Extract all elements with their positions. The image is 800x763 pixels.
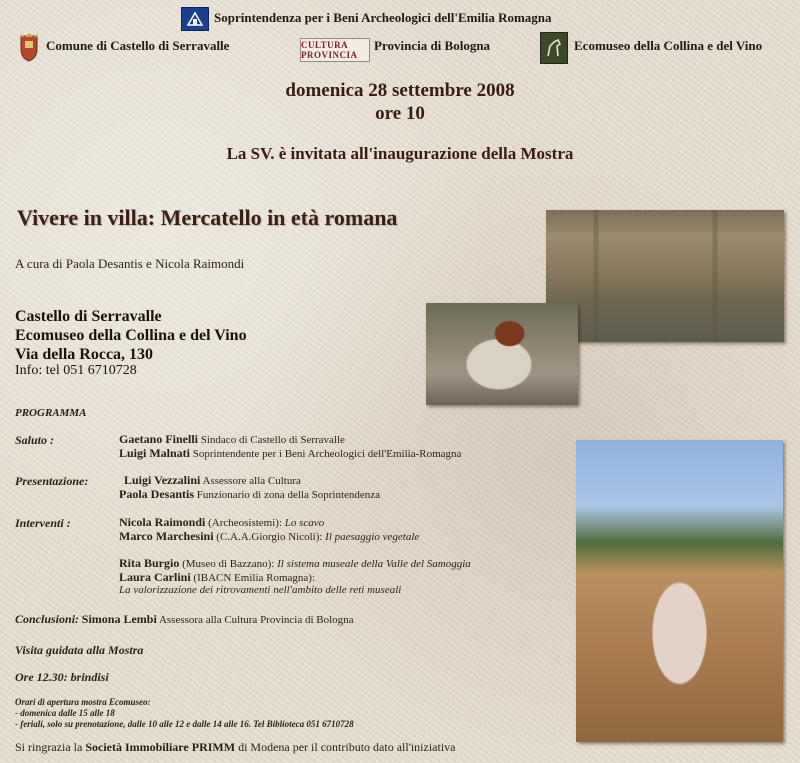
venue-town: Castello di Serravalle	[15, 308, 162, 325]
comune-crest	[17, 33, 41, 63]
programma-heading: PROGRAMMA	[15, 407, 87, 419]
speaker-name: Rita Burgio	[119, 556, 180, 570]
speaker-name: Paola Desantis	[119, 487, 194, 501]
coat-of-arms-icon	[17, 33, 41, 63]
speaker-role: Assessora alla Cultura Provincia di Bologna	[158, 614, 354, 626]
speaker-name: Luigi Malnati	[119, 446, 191, 460]
speaker-name: Marco Marchesini	[119, 529, 214, 543]
presentazione-speaker-2	[119, 487, 380, 502]
saluto-label: Saluto :	[15, 433, 55, 447]
venue-address: Via della Rocca, 130	[15, 346, 154, 363]
speaker-affiliation: (Archeosistemi):	[208, 517, 283, 529]
header-provincia: Provincia di Bologna	[374, 38, 491, 53]
ecomuseo-logo	[540, 32, 568, 64]
header-ecomuseo: Ecomuseo della Collina e del Vino	[574, 38, 763, 53]
invitation-text: La SV. è invitata all'inaugurazione della Mostra	[226, 144, 574, 163]
talk-topic: Il sistema museale della Valle del Samoggia	[277, 558, 471, 570]
excavation-site-photo	[546, 210, 784, 342]
curated-by: A cura di Paola Desantis e Nicola Raimondi	[15, 256, 245, 271]
speaker-name: Gaetano Finelli	[119, 432, 198, 446]
speaker-role: Assessore alla Cultura	[202, 475, 301, 487]
speaker-name: Nicola Raimondi	[119, 515, 206, 529]
conclusioni-label: Conclusioni:	[15, 612, 80, 626]
speaker-role: Funzionario di zona della Soprintendenza	[196, 489, 381, 501]
cultura-provincia-logo	[300, 38, 370, 62]
brindisi: Ore 12.30: brindisi	[15, 670, 109, 684]
speaker-name: Luigi Vezzalini	[124, 473, 201, 487]
speaker-affiliation: (Museo di Bazzano):	[182, 558, 275, 570]
cultura-logo-text: CULTURA PROVINCIA	[301, 40, 358, 60]
opening-hours-weekdays: - feriali, solo su prenotazione, dalle 10 alle 12 e dalle 14 alle 16. Tel Biblioteca 051 6710728	[15, 719, 354, 729]
speaker-role: Soprintendente per i Beni Archeologici dell'Emilia-Romagna	[192, 448, 462, 460]
event-date: domenica 28 settembre 2008	[285, 80, 515, 101]
interventi-label: Interventi :	[15, 516, 71, 530]
saluto-speaker-2	[119, 446, 461, 461]
talk-topic: Lo scavo	[284, 517, 325, 529]
speaker-name: Laura Carlini	[119, 570, 191, 584]
event-time: ore 10	[375, 103, 425, 124]
interventi-speaker-2	[119, 529, 419, 544]
presentazione-label: Presentazione:	[15, 474, 89, 488]
venue-museum: Ecomuseo della Collina e del Vino	[15, 327, 247, 344]
presentazione-speaker-1	[124, 473, 301, 488]
speaker-name: Simona Lembi	[81, 612, 157, 626]
interventi-speaker-4	[119, 570, 315, 585]
interventi-speaker-3	[119, 556, 471, 571]
header-soprintendenza: Soprintendenza per i Beni Archeologici dell'Emilia Romagna	[214, 10, 552, 25]
opening-hours-sunday: - domenica dalle 15 alle 18	[15, 708, 115, 718]
conclusioni-line	[15, 612, 354, 627]
sponsor-name: Società Immobiliare PRIMM	[85, 740, 236, 754]
exhibition-title: Vivere in villa: Mercatello in età romana	[17, 205, 398, 230]
horse-icon	[544, 36, 564, 60]
speaker-affiliation: (C.A.A.Giorgio Nicoli):	[216, 531, 323, 543]
venue-phone: Info: tel 051 6710728	[15, 363, 137, 378]
thanks-line	[15, 740, 456, 755]
interventi-speaker-4-topic: La valorizzazione dei ritrovamenti nell'ambito delle reti museali	[119, 584, 402, 596]
soprintendenza-logo	[181, 7, 209, 31]
visita-guidata: Visita guidata alla Mostra	[15, 643, 144, 657]
soprintendenza-emblem-icon	[186, 11, 204, 27]
header-comune: Comune di Castello di Serravalle	[46, 38, 230, 53]
thanks-post: di Modena per il contributo dato all'iniziativa	[238, 740, 456, 754]
saluto-speaker-1	[119, 432, 345, 447]
kiln-excavation-photo	[426, 303, 578, 405]
speaker-affiliation: (IBACN Emilia Romagna):	[193, 572, 316, 584]
speaker-role: Sindaco di Castello di Serravalle	[200, 434, 345, 446]
talk-topic: Il paesaggio vegetale	[325, 531, 420, 543]
interventi-speaker-1	[119, 515, 324, 530]
thanks-pre: Si ringrazia la	[15, 740, 83, 754]
dolium-lifting-photo	[576, 440, 783, 742]
opening-hours-title: Orari di apertura mostra Ecomuseo:	[15, 697, 151, 707]
